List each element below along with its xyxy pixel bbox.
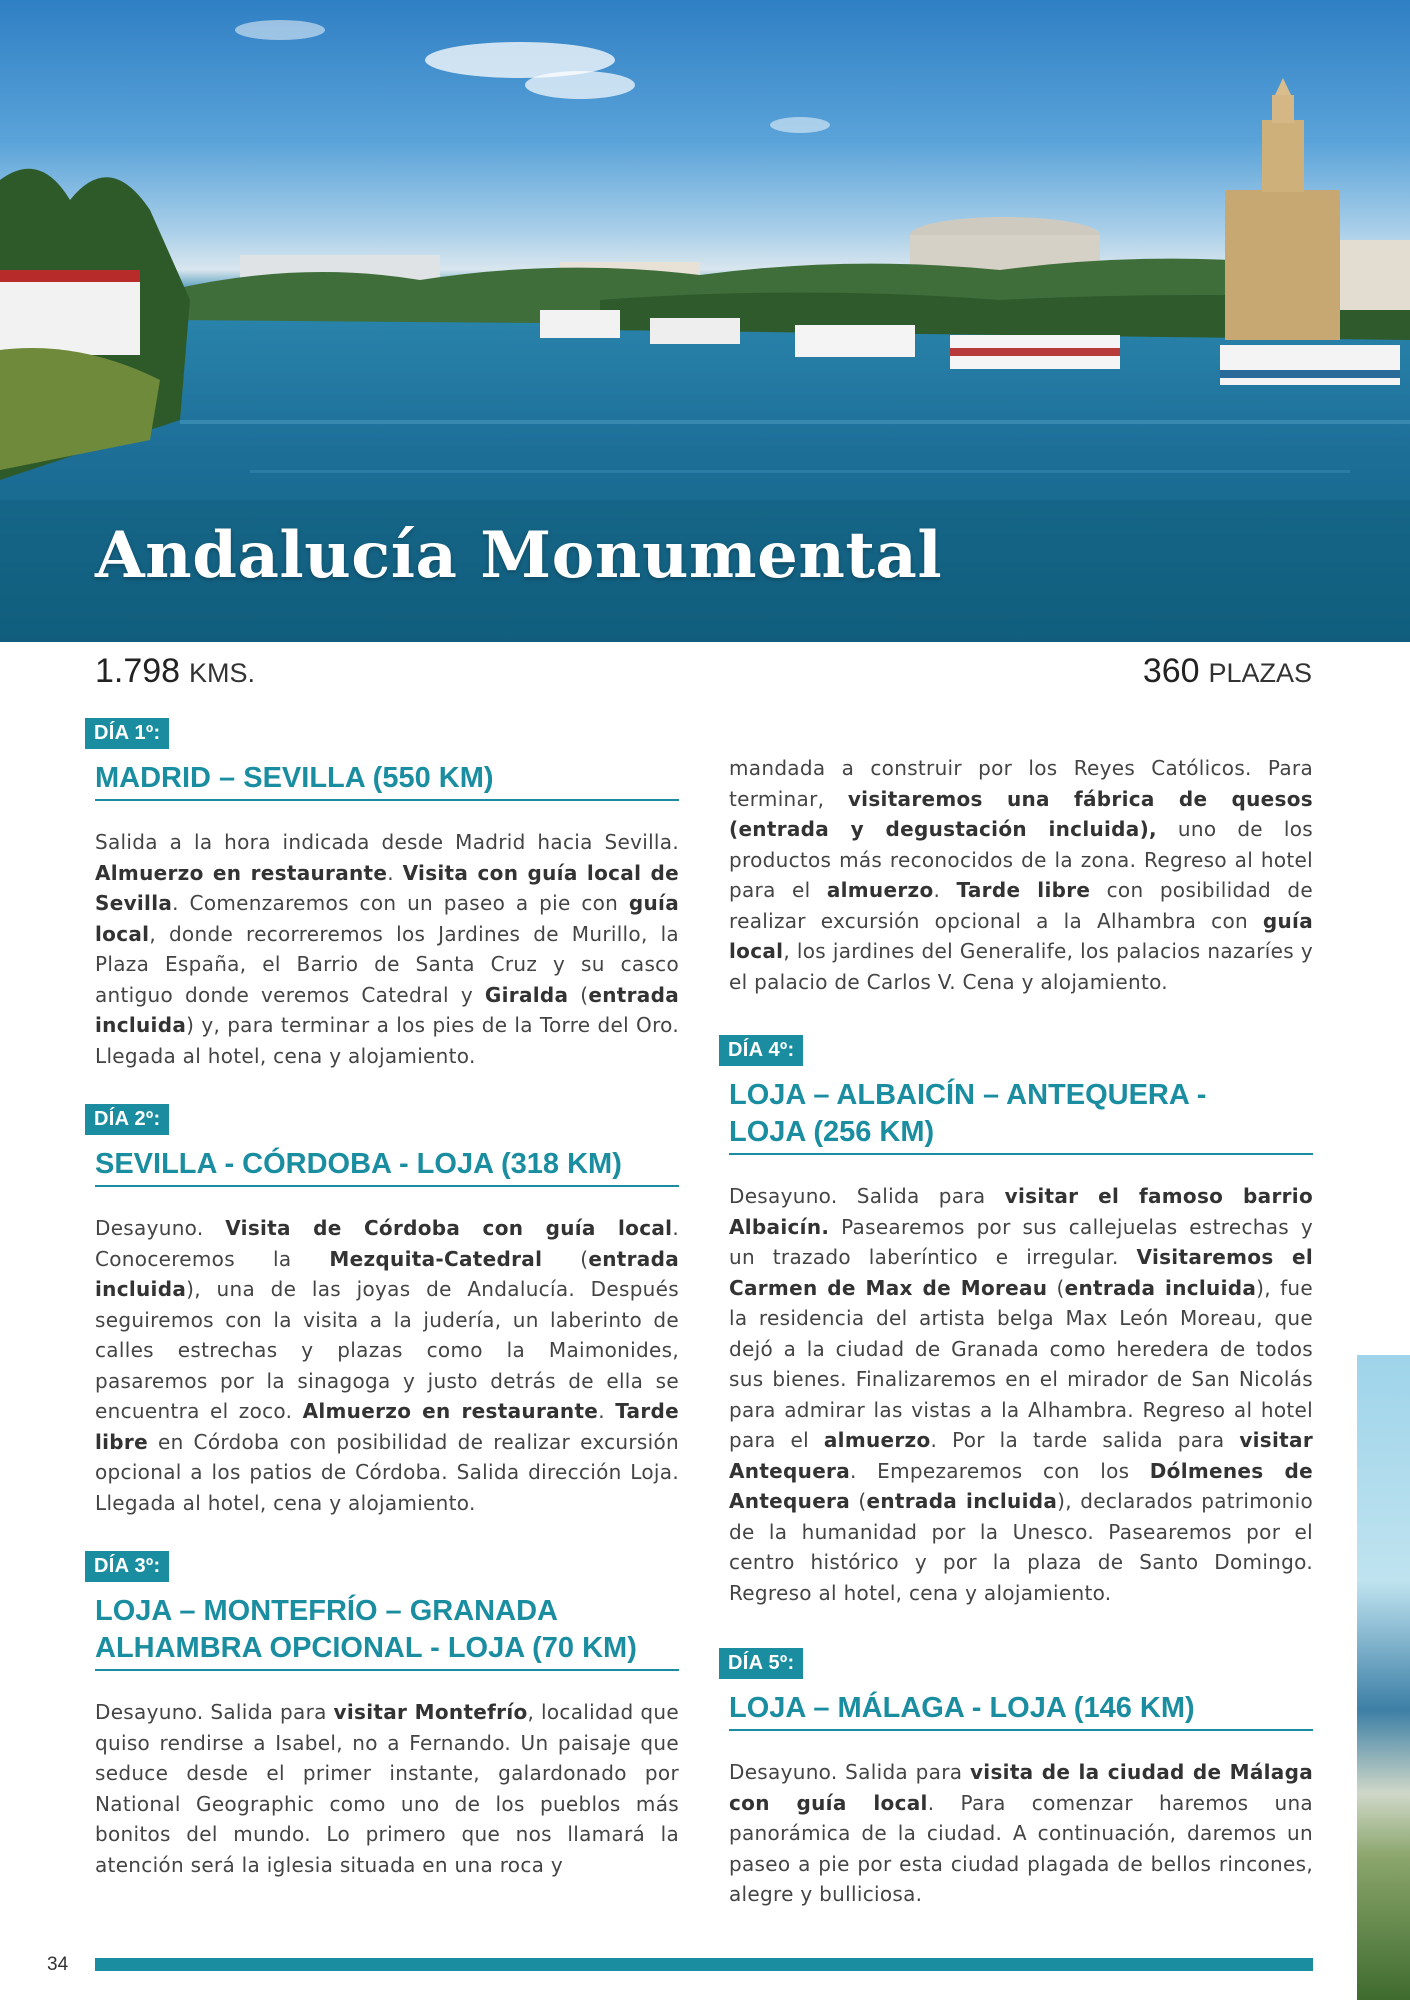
day-1-title (95, 760, 679, 801)
day-4-badge: DÍA 4º: (719, 1035, 803, 1066)
text-run: . (387, 860, 403, 885)
bold-text-run: Giralda (484, 982, 569, 1007)
text-run: ( (568, 982, 589, 1007)
day-3-text-continued (729, 753, 1313, 997)
text-run: . Empezaremos con los (850, 1458, 1150, 1483)
day-4-title (729, 1077, 1313, 1155)
bold-text-run: Tarde libre (956, 878, 1091, 902)
seats-stat (1143, 652, 1312, 691)
distance-unit: KMS. (188, 658, 255, 688)
seats-unit: PLAZAS (1208, 658, 1312, 688)
day-4-title-line-1: LOJA – ALBAICÍN – ANTEQUERA - (729, 1079, 1207, 1111)
day-3-badge: DÍA 3º: (85, 1551, 169, 1582)
hero-photo (0, 0, 1410, 642)
bold-text-run: visita de la ciudad de Málaga con guía local (729, 1760, 1313, 1815)
bold-text-run: entrada incluida (866, 1489, 1058, 1513)
day-2-title (95, 1146, 679, 1187)
text-run: ( (1047, 1275, 1065, 1300)
text-run: Desayuno. Salida para (729, 1184, 1005, 1208)
text-run: ( (850, 1489, 867, 1513)
day-2-badge: DÍA 2º: (85, 1104, 169, 1135)
day-2-text (95, 1213, 679, 1518)
day-5-text (729, 1757, 1313, 1910)
text-run: . (933, 878, 957, 902)
day-2-title-line: SEVILLA - CÓRDOBA - LOJA (318 KM) (95, 1148, 622, 1180)
bold-text-run: almuerzo (823, 1428, 931, 1452)
bold-text-run: Visita con guía local de Sevilla (95, 860, 679, 915)
bold-text-run: visitar el famoso barrio Albaicín. (729, 1184, 1313, 1239)
day-4-title-line-2: LOJA (256 KM) (729, 1116, 935, 1148)
bold-text-run: Visita de Córdoba con guía local (225, 1216, 673, 1240)
bold-text-run: visitar Montefrío (333, 1700, 528, 1724)
day-5-title-line: LOJA – MÁLAGA - LOJA (146 KM) (729, 1692, 1195, 1724)
bold-text-run: almuerzo (826, 878, 934, 902)
footer-bar (95, 1958, 1313, 1971)
bold-text-run: entrada incluida (95, 982, 679, 1037)
text-run: . Para comenzar haremos una panorámica de la ciudad. A continuación, daremos un paseo a pie por esta ciudad plagada de bellos rincones, alegre y bulliciosa. (729, 1790, 1313, 1906)
bold-text-run: Dólmenes de Antequera (729, 1458, 1313, 1513)
text-run: , donde recorreremos los Jardines de Murillo, la Plaza España, el Barrio de Santa Cruz y su casco antiguo donde veremos Catedral y (95, 921, 679, 1007)
bold-text-run: entrada incluida (95, 1246, 680, 1301)
page-title: Andalucía Monumental (95, 518, 943, 593)
day-1-title-line: MADRID – SEVILLA (550 KM) (95, 762, 494, 794)
text-run: , los jardines del Generalife, los palacios nazaríes y el palacio de Carlos V. Cena y alojamiento. (729, 939, 1313, 994)
bold-text-run: visitar Antequera (729, 1428, 1313, 1483)
text-run: ) y, para terminar a los pies de la Torre del Oro. Llegada al hotel, cena y alojamiento. (95, 1013, 679, 1068)
day-5-badge: DÍA 5º: (719, 1648, 803, 1679)
day-5-title (729, 1690, 1313, 1731)
day-3-text (95, 1697, 679, 1880)
distance-value: 1.798 (95, 652, 181, 690)
day-1-badge: DÍA 1º: (85, 718, 169, 749)
bold-text-run: entrada incluida (1064, 1275, 1257, 1300)
text-run: Pasearemos por sus callejuelas estrechas y un trazado laberíntico e irregular. (729, 1214, 1313, 1269)
seats-value: 360 (1142, 652, 1200, 690)
bold-text-run: visitaremos una fábrica de quesos (entrada y degustación incluida), (729, 786, 1313, 841)
day-4-text (729, 1181, 1313, 1608)
page-number: 34 (47, 1954, 69, 1975)
side-photo-strip (1357, 1355, 1410, 2000)
text-run: en Córdoba con posibilidad de realizar excursión opcional a los patios de Córdoba. Salida dirección Loja. Llegada al hotel, cena y alojamiento. (95, 1429, 679, 1515)
distance-stat (95, 652, 255, 691)
text-run: ), una de las joyas de Andalucía. Después seguiremos con la visita a la judería, un laberinto de calles estrechas y plazas como la Maimonides, pasaremos por la sinagoga y justo detrás de ella se encuentra el zoco. (95, 1277, 679, 1423)
bold-text-run: Tarde libre (95, 1399, 679, 1454)
text-run: mandada a construir por los Reyes Católicos. Para terminar, (729, 756, 1313, 811)
text-run: . (598, 1399, 616, 1423)
text-run: , localidad que quiso rendirse a Isabel, no a Fernando. Un paisaje que seduce desde el primer instante, galardonado por National Geographic como uno de los pueblos más bonitos del mundo. Lo primero que nos llamará la atención será la iglesia situada en una roca y (95, 1700, 679, 1877)
text-run: ), declarados patrimonio de la humanidad por la Unesco. Pasearemos por el centro histórico y por la plaza de Santo Domingo. Regreso al hotel, cena y alojamiento. (729, 1489, 1313, 1605)
text-run: uno de los productos más reconocidos de la zona. Regreso al hotel para el (729, 817, 1313, 902)
text-run: . Por la tarde salida para (930, 1428, 1240, 1452)
bold-text-run: Mezquita-Catedral (329, 1246, 543, 1271)
text-run: Salida a la hora indicada desde Madrid hacia Sevilla. (95, 830, 679, 854)
day-3-title (95, 1593, 679, 1671)
text-run: con posibilidad de realizar excursión opcional a la Alhambra con (729, 878, 1314, 933)
text-run: . Comenzaremos con un paseo a pie con (172, 891, 629, 915)
bold-text-run: guía local (95, 891, 679, 946)
text-run: ), fue la residencia del artista belga Max León Moreau, que dejó a la ciudad de Granada como heredera de todos sus bienes. Finalizaremos en el mirador de San Nicolás para admirar las vistas a la Alhambra. Regreso al hotel para el (729, 1275, 1314, 1452)
text-run: ( (542, 1246, 589, 1271)
text-run: Desayuno. Salida para (95, 1700, 334, 1724)
bold-text-run: Almuerzo en restaurante (95, 860, 388, 885)
bold-text-run: Almuerzo en restaurante (302, 1399, 599, 1423)
text-run: Desayuno. (95, 1216, 226, 1240)
text-run: . Conoceremos la (95, 1216, 679, 1271)
day-3-title-line-1: LOJA – MONTEFRÍO – GRANADA (95, 1595, 558, 1627)
bold-text-run: Visitaremos el Carmen de Max de Moreau (729, 1245, 1313, 1300)
day-1-text (95, 827, 679, 1071)
day-3-title-line-2: ALHAMBRA OPCIONAL - LOJA (70 KM) (95, 1632, 637, 1664)
text-run: Desayuno. Salida para (729, 1760, 970, 1784)
bold-text-run: guía local (729, 908, 1313, 963)
